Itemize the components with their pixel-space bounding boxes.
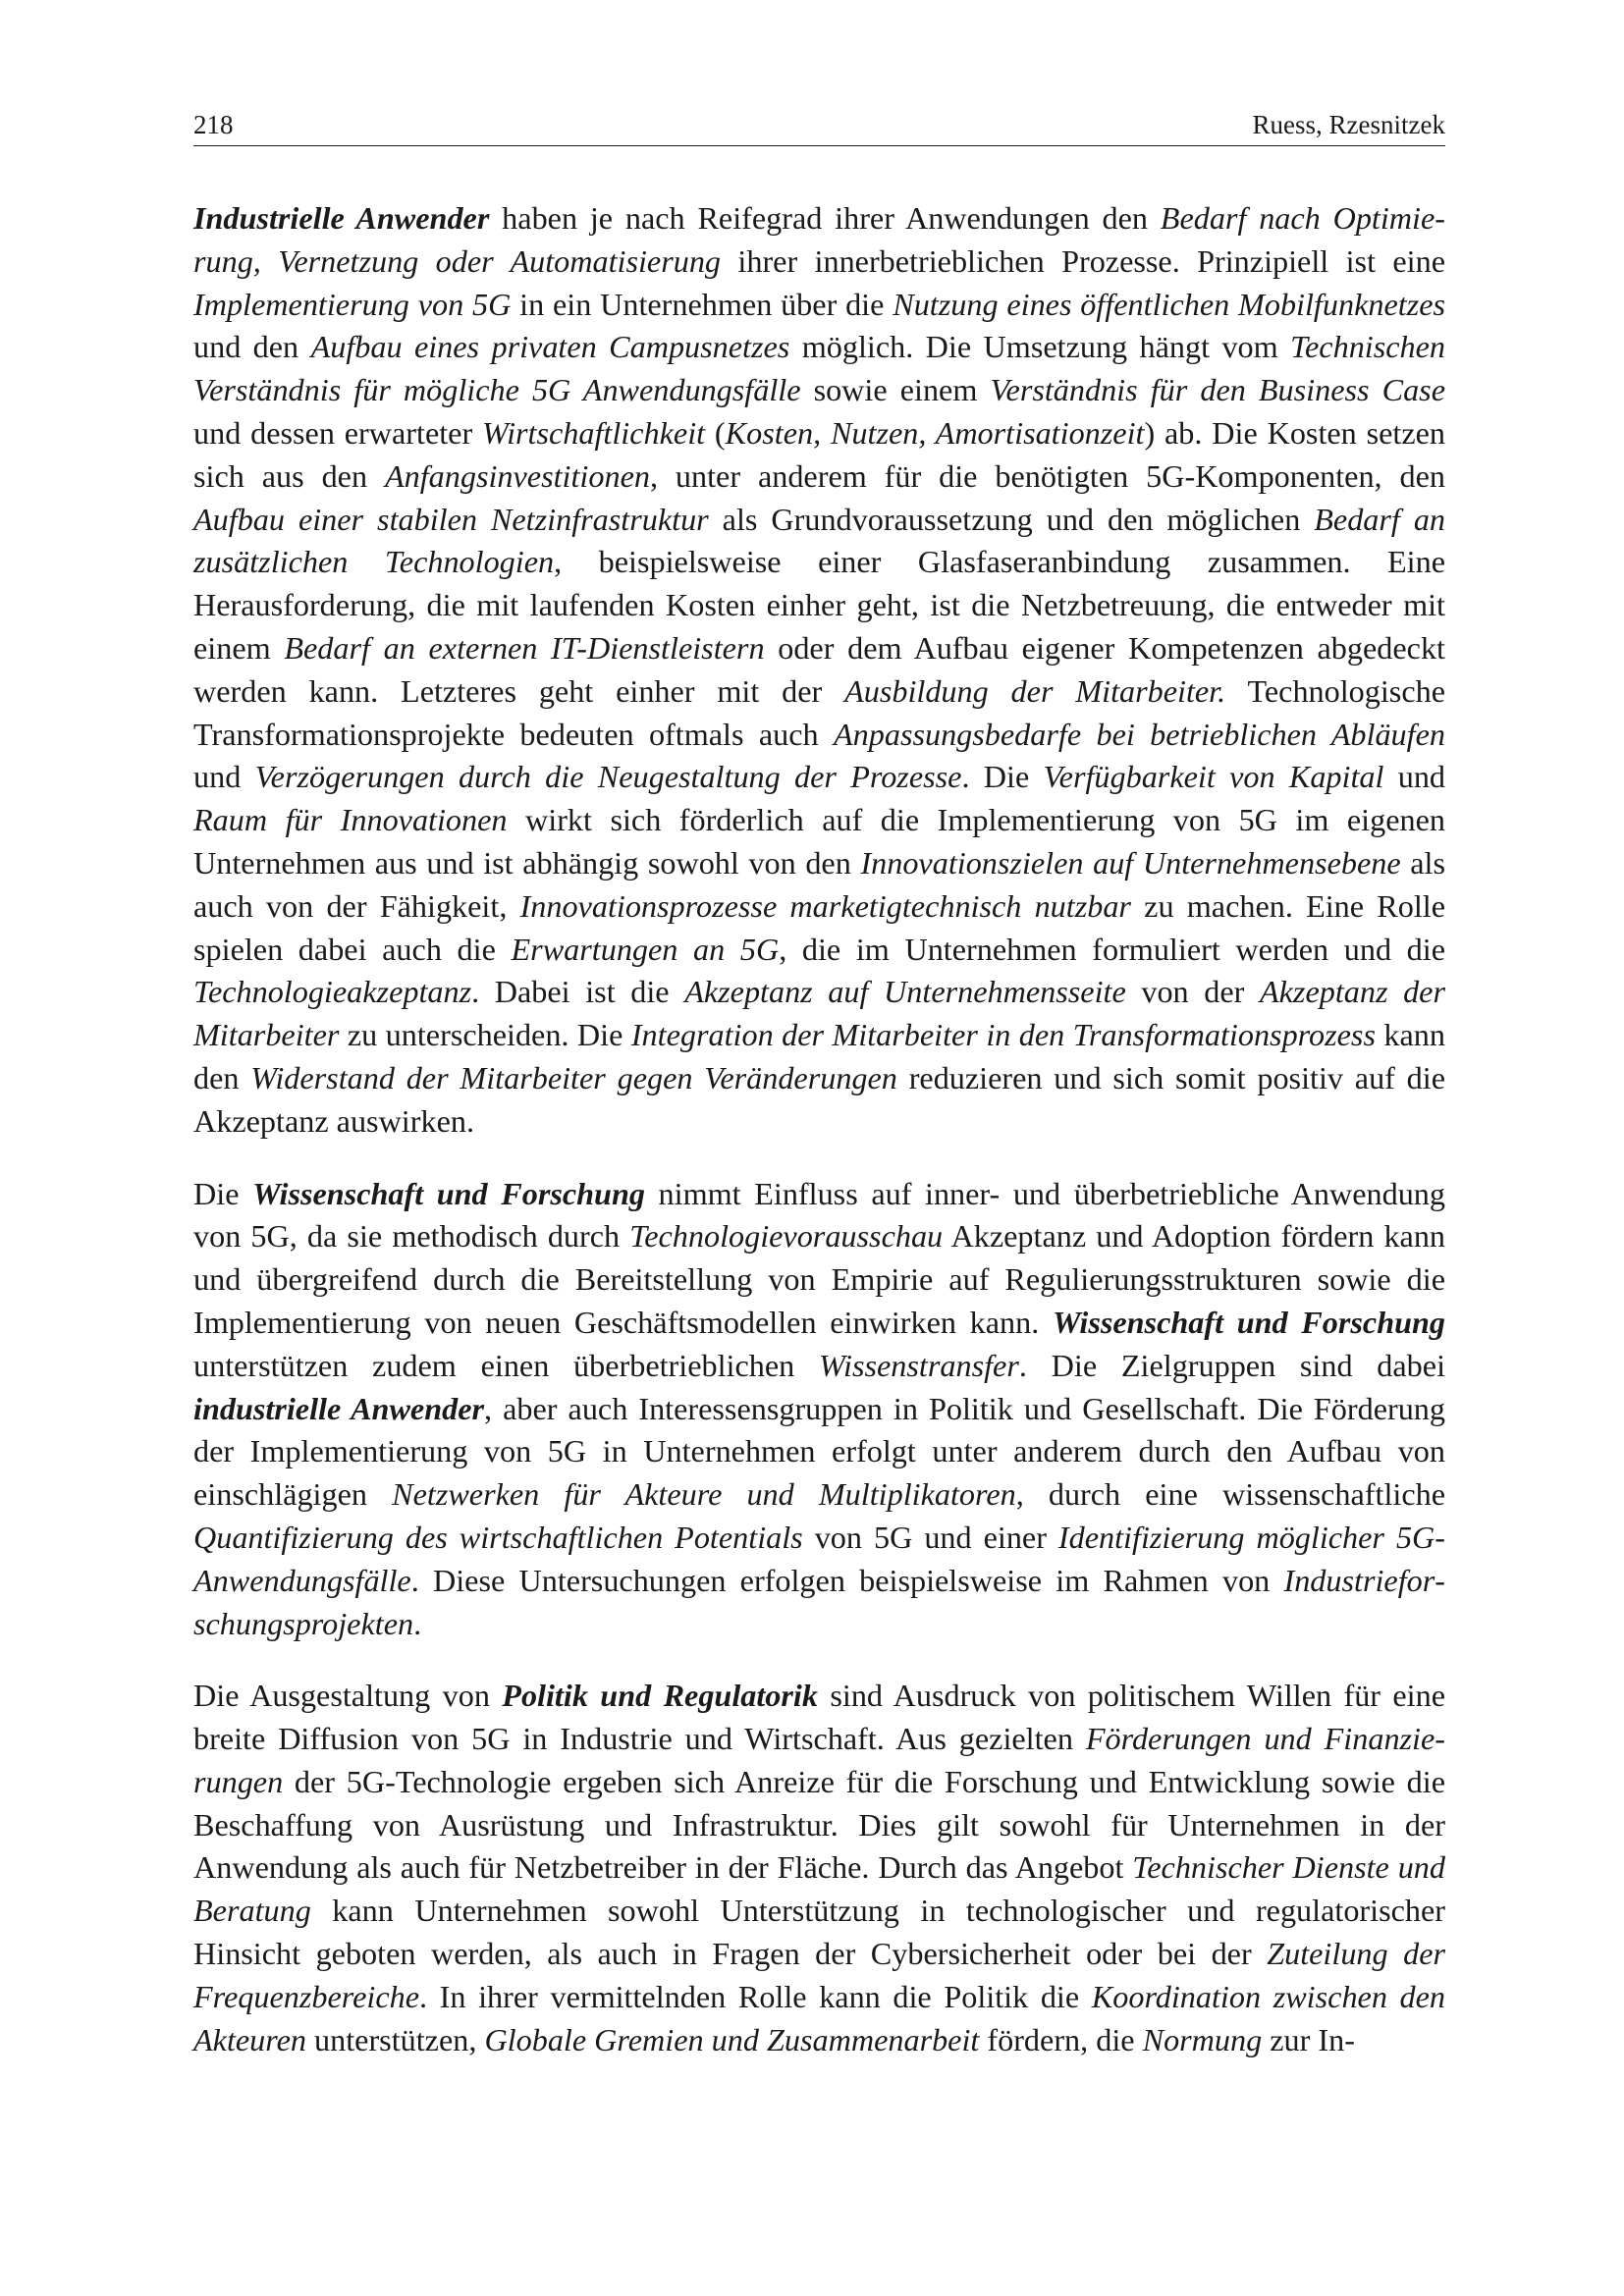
emphasis-italic: Technischer Dienste und Beratung (193, 1849, 1445, 1929)
emphasis-wrapper (193, 200, 489, 236)
emphasis-bold-italic: industrielle Anwender (193, 1390, 485, 1426)
text-run: in ein Unternehmen über die (511, 286, 893, 322)
text-run: der 5G-Technologie ergeben sich Anreize für die Forschung und Entwicklung sowie die Beschaffung von Ausrüstung und Infrastruktur. Dies gilt sowohl für Unternehmen in der Anwendung als auch für Netzbetreiber in der Fläche. Durch das Angebot (193, 1763, 1445, 1886)
text-run: , beispielsweise einer Glasfaseranbindung zusammen. Eine Herausforderung, die mit laufenden Kosten einher geht, ist die Netzbetreuung, die entweder mit einem (193, 544, 1445, 666)
emphasis-italic: Implementierung von 5G (193, 286, 512, 322)
text-run: , aber auch Interessensgruppen in Politik und Gesellschaft. Die Förderung der Implementierung von 5G in Unternehmen erfolgt unter anderem durch den Aufbau von einschlägigen (193, 1390, 1445, 1513)
emphasis-wrapper (502, 1678, 818, 1713)
emphasis-italic: Bedarf an zusätzlichen Technologien (193, 501, 1446, 580)
text-run: , durch eine wissenschaftliche (1015, 1476, 1446, 1513)
emphasis-italic: Bedarf nach Optimierung, Vernetzung oder Automatisierung (193, 200, 1445, 279)
emphasis-italic: Verzögerungen durch die Neugestaltung der Prozesse (254, 759, 962, 795)
text-run: Die (193, 1175, 253, 1211)
text-run: zu machen. Eine Rolle spielen dabei auch die (193, 887, 1445, 967)
emphasis-italic: Zuteilung der Frequenzbereiche (193, 1936, 1446, 2014)
emphasis-italic: Erwartungen an 5G (511, 931, 780, 967)
text-run: unterstützen zudem einen überbetrieblichen (193, 1347, 819, 1383)
emphasis-italic: Aufbau einer stabilen Netzinfrastruktur (193, 501, 709, 537)
text-run: als auch von der Fähigkeit, (193, 844, 1445, 924)
text-run: fördern, die (979, 2021, 1143, 2057)
text-run: Akzeptanz und Adoption fördern kann und übergreifend durch die Bereitstellung von Empirie auf Regulierungsstrukturen sowie die Implementierung von neuen Geschäftsmodellen einwirken kann. (193, 1218, 1446, 1340)
emphasis-italic: Raum für Innovationen (193, 802, 508, 838)
emphasis-wrapper (1053, 1305, 1445, 1340)
text-run: ihrer innerbetrieblichen Prozesse. Prinzipiell ist eine (721, 242, 1445, 279)
running-head (193, 108, 1445, 146)
emphasis-italic: Ausbildung der Mitarbeiter. (844, 672, 1226, 709)
emphasis-italic: Globale Gremien und Zusammenarbeit (484, 2021, 980, 2057)
page-number: 218 (193, 110, 234, 139)
emphasis-italic: Integration der Mitarbeiter in den Transformationsprozess (630, 1017, 1376, 1053)
emphasis-bold-italic: Wissenschaft und Forschung (1052, 1304, 1446, 1340)
emphasis-italic: Innovationsprozesse marketigtechnisch nutzbar (519, 887, 1131, 924)
emphasis-italic: Normung (1142, 2021, 1263, 2057)
emphasis-italic: Nutzung eines öffentlichen Mobilfunknetzes (893, 286, 1446, 322)
text-run: und (193, 759, 255, 795)
text-run: . Die (961, 759, 1044, 795)
body-text (193, 197, 1445, 2061)
emphasis-italic: Wissenstransfer (818, 1347, 1019, 1383)
emphasis-italic: Widerstand der Mitarbeiter gegen Veränderungen (250, 1059, 897, 1095)
text-run: Die Ausgestaltung von (193, 1678, 503, 1714)
text-run: nimmt Einfluss auf inner- und überbetriebliche Anwendung von 5G, da sie methodisch durch (193, 1175, 1445, 1255)
text-run: von 5G und einer (802, 1519, 1058, 1555)
emphasis-italic: Technologievorausschau (629, 1218, 944, 1255)
text-run: . Dabei ist die (471, 974, 685, 1010)
emphasis-italic: Akzeptanz auf Unternehmensseite (684, 974, 1126, 1010)
text-run: unterstützen, (305, 2021, 485, 2057)
paragraph-politics-regulation (193, 1675, 1445, 2061)
text-run: sind Ausdruck von politischem Willen für eine breite Diffusion von 5G in Industrie und Wirtschaft. Aus gezielten (193, 1678, 1445, 1757)
text-run: und den (193, 329, 311, 365)
emphasis-bold-italic: Politik und Regulatorik (502, 1678, 818, 1714)
emphasis-wrapper (252, 1176, 645, 1211)
text-run: wirkt sich förderlich auf die Implementierung von 5G im eigenen Unternehmen aus und ist abhängig sowohl von den (193, 802, 1445, 881)
text-run: und dessen erwarteter (193, 414, 483, 451)
emphasis-italic: Akzeptanz der Mitarbeiter (193, 974, 1445, 1053)
paragraph-science-research (193, 1173, 1445, 1646)
book-page (193, 108, 1445, 2091)
emphasis-italic: Wirtschaftlichkeit (482, 414, 706, 451)
text-run: ( (705, 414, 726, 451)
text-run: als Grundvoraussetzung und den möglichen (708, 501, 1315, 537)
emphasis-italic: Netzwerken für Akteure und Multiplikatoren (392, 1476, 1016, 1513)
text-run: von der (1125, 974, 1260, 1010)
paragraph-industrial-users (193, 197, 1445, 1144)
text-run: ) ab. Die Kosten setzen sich aus den (193, 414, 1446, 494)
running-head-authors: Ruess, Rzesnitzek (1252, 110, 1445, 139)
emphasis-italic: Innovationszielen auf Unternehmensebene (860, 844, 1401, 881)
text-run: und (1383, 759, 1446, 795)
text-run: . Die Zielgruppen sind dabei (1018, 1347, 1446, 1383)
emphasis-italic: Kosten, Nutzen, Amortisationzeit (725, 414, 1145, 451)
emphasis-italic: Technischen Verständnis für mögliche 5G Anwendungsfälle (193, 329, 1446, 408)
text-run: möglich. Die Umsetzung hängt vom (789, 329, 1291, 365)
text-run: . In ihrer vermittelnden Rolle kann die Politik die (418, 1978, 1092, 2014)
text-run: , unter anderem für die benötigten 5G-Komponenten, den (649, 457, 1445, 494)
text-run: zu unterscheiden. Die (339, 1017, 631, 1053)
emphasis-italic: Quantifizierung des wirtschaftlichen Potentials (193, 1519, 803, 1555)
emphasis-bold-italic: Wissenschaft und Forschung (252, 1175, 645, 1211)
text-run: reduzieren und sich somit positiv auf die Akzeptanz auswirken. (193, 1059, 1445, 1139)
emphasis-italic: Industrieforschungsprojekten (193, 1562, 1445, 1641)
text-run: sowie einem (800, 372, 991, 408)
emphasis-italic: Koordination zwischen den Akteuren (193, 1978, 1446, 2057)
emphasis-wrapper (193, 1391, 484, 1426)
emphasis-italic: Verständnis für den Business Case (990, 372, 1445, 408)
emphasis-bold-italic: Industrielle Anwender (193, 200, 490, 236)
text-run: . Diese Untersuchungen erfolgen beispielsweise im Rahmen von (410, 1562, 1284, 1598)
emphasis-italic: Identifizierung möglicher 5G-Anwendungsfälle (193, 1519, 1446, 1598)
text-run: Technologische Transformationsprojekte bedeuten oftmals auch (193, 672, 1446, 752)
text-run: . (413, 1605, 422, 1641)
emphasis-italic: Aufbau eines privaten Campusnetzes (310, 329, 790, 365)
emphasis-italic: Technologieakzeptanz (193, 974, 472, 1010)
text-run: haben je nach Reifegrad ihrer Anwendungen den (489, 200, 1161, 236)
text-run: kann Unternehmen sowohl Unterstützung in technologischer und regulatorischer Hinsicht geboten werden, als auch in Fragen der Cybersicherheit oder bei der (193, 1893, 1445, 1972)
emphasis-italic: Anfangsinvestitionen (384, 457, 650, 494)
text-run: kann den (193, 1017, 1445, 1095)
emphasis-italic: Anpassungsbedarfe bei betrieblichen Abläufen (834, 716, 1445, 752)
emphasis-italic: Bedarf an externen IT-Dienstleistern (284, 629, 765, 666)
text-run: zur In- (1262, 2021, 1355, 2057)
emphasis-italic: Verfügbarkeit von Kapital (1043, 759, 1384, 795)
text-run: oder dem Aufbau eigener Kompetenzen abgedeckt werden kann. Letzteres geht einher mit der (193, 629, 1445, 709)
text-run: , die im Unternehmen formuliert werden und die (779, 931, 1446, 967)
emphasis-italic: Förderungen und Finanzierungen (193, 1721, 1446, 1799)
